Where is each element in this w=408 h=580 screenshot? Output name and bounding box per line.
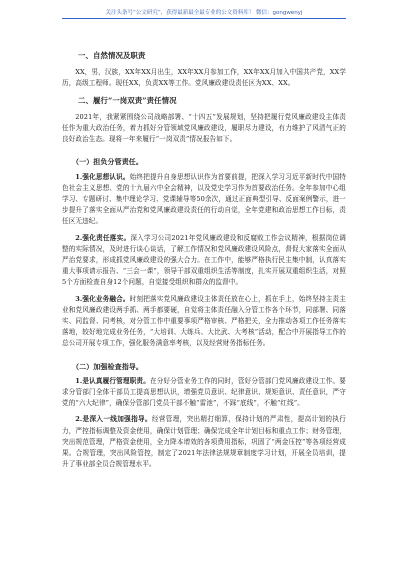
item-lead-implementation: 2.强化责任落实。 [75,233,131,242]
subsection-heading-responsibility: （一）担负分管责任。 [72,157,143,167]
item-lead-integration: 3.强化业务融合。 [75,294,130,303]
item-body-implementation: 深入学习公司2021年党风廉政建设和反腐败工作会议精神，根据岗位调整的实际情况，及时进行谈心谈话，了解工作情况和党风廉政建设风险点，督促大家落实全面从严治党要求，形成抓党风廉政建设的强大合力。在工作中，能够严格执行民主集中制，认真落实重大事项请示报告、“三会一课”，领导干部双重组织生活等制度，扎实开展双重组织生活，对照5个方面检查自身12个问题，自觉接受组织和群众的监督中。 [62,233,346,287]
item-paragraph-management [62,376,346,410]
banner-text: 关注头条号“公文研究”，获得最新最全最专业的公文资料库！ 微信：gongwenyj [105,10,303,16]
item-paragraph-implementation [62,233,346,289]
item-lead-frontline: 2.是深入一线加强指导。 [75,415,152,424]
item-lead-management: 1.是认真履行管理职责。 [75,376,150,385]
item-paragraph-frontline [62,414,346,470]
section-paragraph-natural: XX，男，汉族，XX年XX月出生，XX年XX月参加工作，XX年XX月加入中国共产党，XX学历，高级工程师。现任XX，负责XX等工作。党风廉政建设责任区为XX、XX。 [62,68,347,88]
document-body [62,20,346,476]
banner-divider [62,18,346,19]
section-heading-duties: 二、履行“一岗双责”责任情况 [78,95,177,105]
item-body-thinking: 始终把提升自身思想认识作为首要前提，把深入学习习近平新时代中国特色社会主义思想、党的十九届六中全会精神，以及党史学习作为首要政治任务。全年参加中心组学习、专题研讨、集中理论学习、党课辅导等50余次，通过正面典型引导、反面案例警示，进一步提升了落实全面从严治党和党风廉政建设责任的行动自觉，全年党建和政治思想工作目标，责任区无违纪。 [62,172,346,226]
subsection-heading-inspection: （二）加强检查指导。 [72,361,143,371]
item-lead-thinking: 1.强化思想认识。 [75,172,130,181]
item-paragraph-integration [62,294,346,350]
section-heading-natural: 一、自然情况及职责 [78,51,146,60]
top-banner [0,8,408,16]
item-body-management: 在分好分管业务工作的同时，管好分管部门党风廉政建设工作。要求分管部门全体干部员工提高思想认识，增强党员意识、纪律意识、规矩意识、责任意识，严守党的“六大纪律”，确保分管部门党员干部不触“雷池”，不踩“底线”，不触“红线”。 [62,376,346,408]
section-paragraph-intro: 2021年，我紧紧围绕公司战略部署、“十四五”发展规划，坚持把履行党风廉政建设主体责任作为重大政治任务，着力抓好分管领域党风廉政建设，履职尽力建设，有力维护了风清气正的良好政治生态。现将一年来履行“一岗双责”情况报告如下。 [62,112,346,144]
item-body-integration: 时刻把落实党风廉政建设主体责任放在心上，抓在手上，始终坚持主责主业和党风廉政建设两手抓、两手都要硬，自觉将主体责任融入分管工作各个环节，同部署、同落实、同监督、同考核，对分管工作中重要事项严格审核、严格把关，全力推动各项工作任务落实落地，较好地完成业务任务，“大培训、大练兵、大比武、大考核”活动，配合中开展指导工作的总公司开展专项工作，强化服务满意率考核，以及经营财务指标任务。 [62,294,346,348]
item-paragraph-thinking [62,172,346,228]
item-body-frontline: 经营管理，突出精打细算，保持计划的严肃性，提高计划的执行力，严控指标调整及资金使用，确保计划管理；确保完成全年计划目标和重点工作；财务管理，突出规范管理，严格资金使用，全力降本增效的各项费用指标，巩固了“两金压控”等各项经营成果。合规管理，突出风险管控，制定了2021年法律法规规章制度学习计划，开展全员培训，提升了事业部全员合规管理水平。 [62,415,346,469]
